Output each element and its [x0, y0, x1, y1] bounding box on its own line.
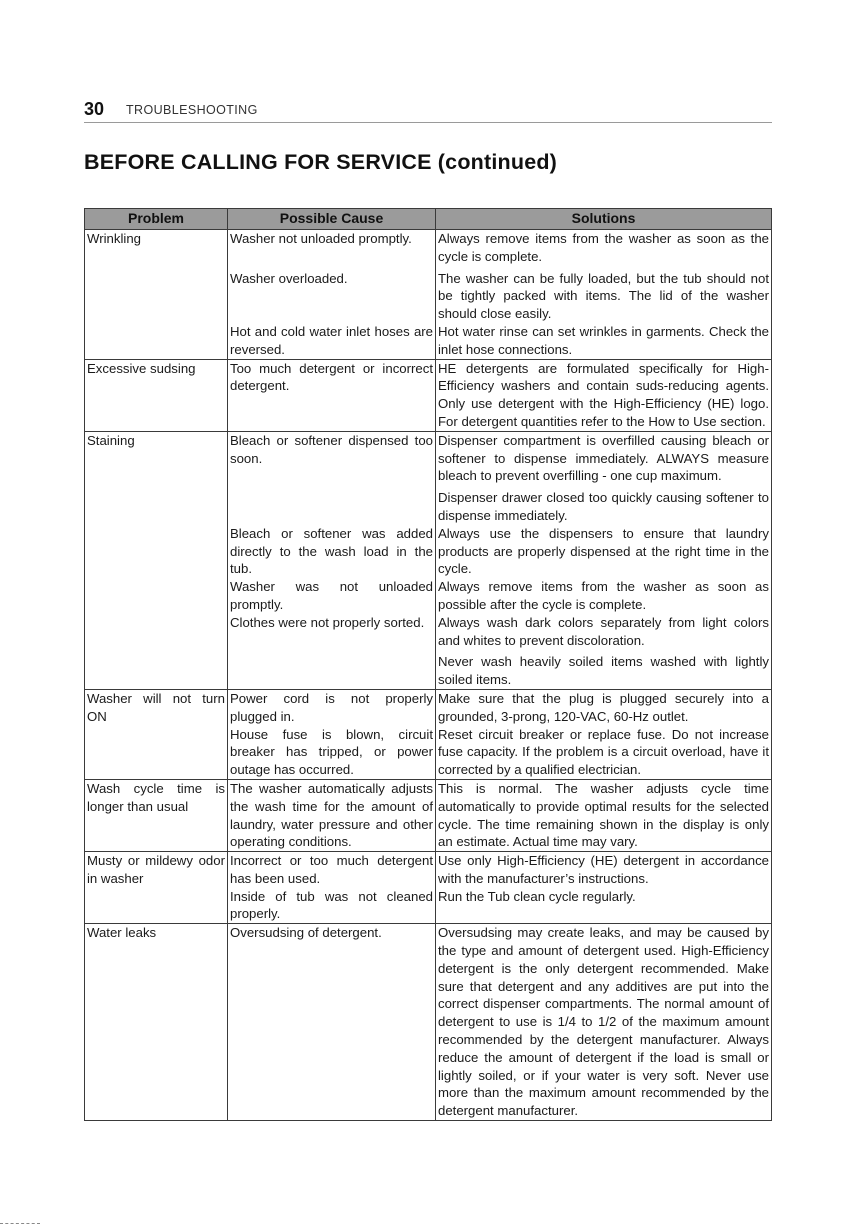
- column-header-problem: Problem: [85, 209, 228, 230]
- cause-cell: Hot and cold water inlet hoses are reversed.: [228, 323, 436, 359]
- cause-cell: Too much detergent or incorrect detergent.: [228, 359, 436, 431]
- solution-cell: Dispenser drawer closed too quickly causing softener to dispense immediately.: [436, 489, 772, 525]
- table-row: [85, 852, 772, 888]
- table-header-row: [85, 209, 772, 230]
- cause-cell: [228, 653, 436, 689]
- solution-cell: HE detergents are formulated specifically for High-Efficiency washers and contain suds-reducing agents. Only use detergent with the High-Efficiency (HE) logo. For detergent quantities refer to the How to Use section.: [436, 359, 772, 431]
- problem-cell: [85, 888, 228, 924]
- problem-cell: [85, 489, 228, 525]
- solution-cell: Dispenser compartment is overfilled causing bleach or softener to dispense immediately. ALWAYS measure bleach to prevent overfilling - one cup maximum.: [436, 431, 772, 489]
- table-row: [85, 525, 772, 578]
- cause-cell: The washer automatically adjusts the wash time for the amount of laundry, water pressure and other operating conditions.: [228, 779, 436, 851]
- solution-cell: Oversudsing may create leaks, and may be caused by the type and amount of detergent used. High-Efficiency detergent is the only detergent recommended. Make sure that detergent and any additives are put into the correct dispenser compartments. The normal amount of detergent to use is 1/4 to 1/2 of the maximum amount recommended by the detergent manufacturer. Always reduce the amount of detergent if the load is small or lightly soiled, or if your water is very soft. Never use more than the maximum amount recommended by the detergent manufacturer.: [436, 924, 772, 1121]
- problem-cell: [85, 614, 228, 654]
- problem-cell: Water leaks: [85, 924, 228, 1121]
- table-row: [85, 689, 772, 725]
- solution-cell: Always remove items from the washer as soon as the cycle is complete.: [436, 230, 772, 270]
- cause-cell: Clothes were not properly sorted.: [228, 614, 436, 654]
- problem-cell: [85, 578, 228, 614]
- page-header: [84, 100, 772, 123]
- solution-cell: Always remove items from the washer as soon as possible after the cycle is complete.: [436, 578, 772, 614]
- table-row: [85, 779, 772, 851]
- cause-cell: Inside of tub was not cleaned properly.: [228, 888, 436, 924]
- table-row: [85, 489, 772, 525]
- solution-cell: Reset circuit breaker or replace fuse. Do not increase fuse capacity. If the problem is a circuit overload, have it corrected by a qualified electrician.: [436, 726, 772, 780]
- section-label: TROUBLESHOOTING: [126, 103, 258, 117]
- solution-cell: Always wash dark colors separately from light colors and whites to prevent discoloration.: [436, 614, 772, 654]
- page-number: 30: [84, 99, 105, 119]
- cause-cell: House fuse is blown, circuit breaker has tripped, or power outage has occurred.: [228, 726, 436, 780]
- cause-cell: Power cord is not properly plugged in.: [228, 689, 436, 725]
- solution-cell: Make sure that the plug is plugged securely into a grounded, 3-prong, 120-VAC, 60-Hz outlet.: [436, 689, 772, 725]
- cause-cell: Washer overloaded.: [228, 270, 436, 323]
- problem-cell: [85, 726, 228, 780]
- table-row: [85, 431, 772, 489]
- cause-cell: Bleach or softener was added directly to the wash load in the tub.: [228, 525, 436, 578]
- table-row: [85, 230, 772, 270]
- problem-cell: [85, 653, 228, 689]
- problem-cell: Wrinkling: [85, 230, 228, 270]
- solution-cell: This is normal. The washer adjusts cycle time automatically to provide optimal results for the selected cycle. The time remaining shown in the display is only an estimate. Actual time may vary.: [436, 779, 772, 851]
- table-row: [85, 323, 772, 359]
- column-header-cause: Possible Cause: [228, 209, 436, 230]
- table-row: [85, 359, 772, 431]
- problem-cell: [85, 270, 228, 323]
- table-row: [85, 578, 772, 614]
- solution-cell: Never wash heavily soiled items washed with lightly soiled items.: [436, 653, 772, 689]
- solution-cell: Hot water rinse can set wrinkles in garments. Check the inlet hose connections.: [436, 323, 772, 359]
- problem-cell: Wash cycle time is longer than usual: [85, 779, 228, 851]
- troubleshooting-table: [84, 208, 772, 1121]
- problem-cell: Excessive sudsing: [85, 359, 228, 431]
- cause-cell: Washer was not unloaded promptly.: [228, 578, 436, 614]
- solution-cell: Always use the dispensers to ensure that laundry products are properly dispensed at the right time in the cycle.: [436, 525, 772, 578]
- table-row: [85, 614, 772, 654]
- cause-cell: Oversudsing of detergent.: [228, 924, 436, 1121]
- cause-cell: Incorrect or too much detergent has been used.: [228, 852, 436, 888]
- problem-cell: Staining: [85, 431, 228, 489]
- table-row: [85, 888, 772, 924]
- table-row: [85, 270, 772, 323]
- solution-cell: Run the Tub clean cycle regularly.: [436, 888, 772, 924]
- cause-cell: Washer not unloaded promptly.: [228, 230, 436, 270]
- problem-cell: Washer will not turn ON: [85, 689, 228, 725]
- solution-cell: The washer can be fully loaded, but the tub should not be tightly packed with items. The lid of the washer should close easily.: [436, 270, 772, 323]
- table-row: [85, 653, 772, 689]
- problem-cell: [85, 323, 228, 359]
- cause-cell: [228, 489, 436, 525]
- problem-cell: [85, 525, 228, 578]
- table-row: [85, 726, 772, 780]
- page-title: BEFORE CALLING FOR SERVICE (continued): [84, 150, 558, 174]
- problem-cell: Musty or mildewy odor in washer: [85, 852, 228, 888]
- cause-cell: Bleach or softener dispensed too soon.: [228, 431, 436, 489]
- column-header-solutions: Solutions: [436, 209, 772, 230]
- solution-cell: Use only High-Efficiency (HE) detergent in accordance with the manufacturer’s instructions.: [436, 852, 772, 888]
- table-row: [85, 924, 772, 1121]
